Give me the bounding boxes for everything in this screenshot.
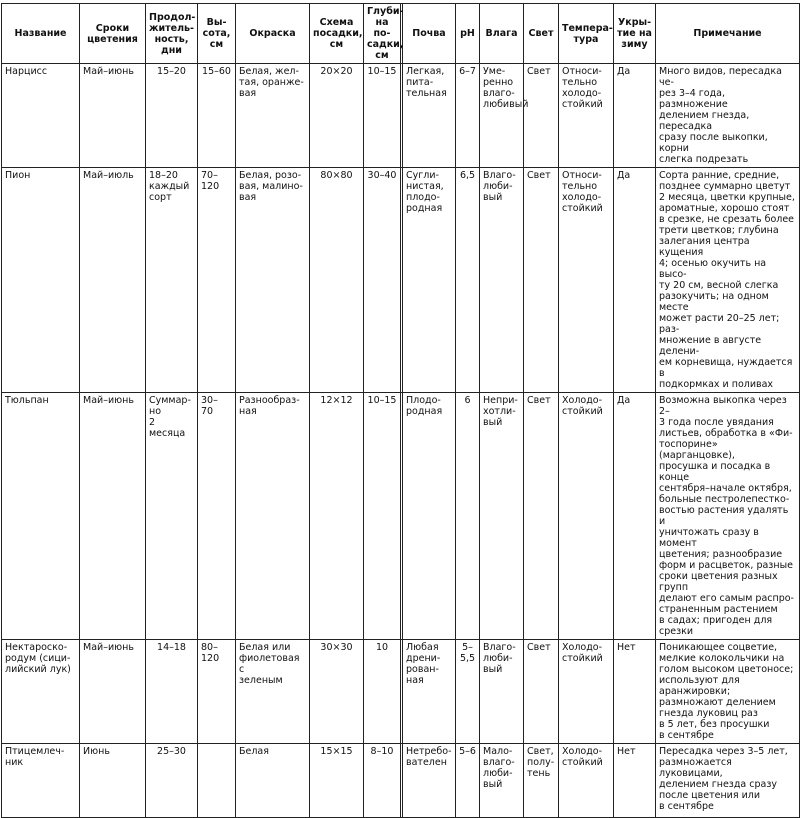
cell-note: Сорта ранние, средние, позднее суммарно цветут 2 месяца, цветки крупные, ароматные, хорошо стоят в срезке, не срезать более трети цветков; глубина залегания центра кущения 4; осенью окучить на высо- ту 20 см, весной слегка разокучить; на одном месте может расти 20–25 лет; раз- множение в августе делени- ем корневища, нуждается в подкормках и поливах <box>656 168 800 393</box>
cell-light: Свет <box>524 64 559 168</box>
header-height: Вы- сота, см <box>198 4 236 64</box>
cell-color: Белая, розо- вая, малино- вая <box>236 168 310 393</box>
cell-depth: 10–15 <box>364 64 401 168</box>
header-moisture: Влага <box>480 4 524 64</box>
cell-cover: Да <box>614 64 656 168</box>
cell-scheme: 80×80 <box>310 168 364 393</box>
header-bloom: Сроки цветения <box>80 4 146 64</box>
cell-light: Свет <box>524 640 559 744</box>
cell-color: Белая или фиолетовая с зеленым <box>236 640 310 744</box>
header-color: Окраска <box>236 4 310 64</box>
header-scheme: Схема посадки, см <box>310 4 364 64</box>
cell-note: Много видов, пересадка че- рез 3–4 года, размножение делением гнезда, пересадка сразу после выкопки, корни слегка подрезать <box>656 64 800 168</box>
cell-name: Птицемлеч- ник <box>2 744 80 818</box>
cell-ph: 5–6 <box>456 744 480 818</box>
cell-duration: 14–18 <box>146 640 198 744</box>
cell-color: Разнообраз- ная <box>236 393 310 640</box>
cell-temp: Холодо- стойкий <box>559 744 614 818</box>
cell-temp: Холодо- стойкий <box>559 640 614 744</box>
cell-light: Свет <box>524 393 559 640</box>
cell-ph: 6 <box>456 393 480 640</box>
cell-temp: Относи- тельно холодо- стойкий <box>559 168 614 393</box>
header-light: Свет <box>524 4 559 64</box>
cell-height: 70– 120 <box>198 168 236 393</box>
cell-ph: 5– 5,5 <box>456 640 480 744</box>
cell-scheme: 15×15 <box>310 744 364 818</box>
cell-duration: 18–20 каждый сорт <box>146 168 198 393</box>
cell-name: Нарцисс <box>2 64 80 168</box>
cell-cover: Да <box>614 393 656 640</box>
header-ph: pH <box>456 4 480 64</box>
cell-ph: 6–7 <box>456 64 480 168</box>
cell-depth: 8–10 <box>364 744 401 818</box>
header-depth: Глуби- на по- садки, см <box>364 4 401 64</box>
cell-moisture: Влаго- люби- вый <box>480 168 524 393</box>
header-cover: Укры- тие на зиму <box>614 4 656 64</box>
cell-note: Возможна выкопка через 2– 3 года после увядания листьев, обработка в «Фи- тоспорине» (марганцовке), просушка и посадка в конце сентября–начале октября, больные пестролепестко- востью растения удалять и уничтожать сразу в момент цветения; разнообразие форм и расцветок, разные сроки цветения разных групп делают его самым распро- страненным растением в садах; пригоден для срезки <box>656 393 800 640</box>
cell-note: Поникающее соцветие, мелкие колокольчики на голом высоком цветоносе; используют для аранжировки; размножают делением гнезда луковиц раз в 5 лет, без просушки в сентябре <box>656 640 800 744</box>
cell-moisture: Уме- ренно влаго- любивый <box>480 64 524 168</box>
cell-scheme: 20×20 <box>310 64 364 168</box>
table-row <box>2 393 800 640</box>
cell-bloom: Май–июль <box>80 168 146 393</box>
header-duration: Продол- житель- ность, дни <box>146 4 198 64</box>
cell-bloom: Июнь <box>80 744 146 818</box>
cell-name: Нектароско- родум (сици- лийский лук) <box>2 640 80 744</box>
cell-cover: Нет <box>614 640 656 744</box>
cell-moisture: Влаго- люби- вый <box>480 640 524 744</box>
cell-soil: Сугли- нистая, плодо- родная <box>403 168 456 393</box>
cell-soil: Любая дрени- рован- ная <box>403 640 456 744</box>
cell-soil: Нетребо- вателен <box>403 744 456 818</box>
cell-duration: Суммар- но 2 месяца <box>146 393 198 640</box>
header-note: Примечание <box>656 4 800 64</box>
cell-moisture: Мало- влаго- люби- вый <box>480 744 524 818</box>
cell-color: Белая, жел- тая, оранже- вая <box>236 64 310 168</box>
cell-cover: Нет <box>614 744 656 818</box>
table-row <box>2 168 800 393</box>
cell-name: Пион <box>2 168 80 393</box>
cell-scheme: 30×30 <box>310 640 364 744</box>
cell-depth: 30–40 <box>364 168 401 393</box>
cell-duration: 25–30 <box>146 744 198 818</box>
cell-scheme: 12×12 <box>310 393 364 640</box>
cell-height <box>198 744 236 818</box>
cell-bloom: Май–июнь <box>80 640 146 744</box>
cell-depth: 10–15 <box>364 393 401 640</box>
cell-soil: Плодо- родная <box>403 393 456 640</box>
cell-name: Тюльпан <box>2 393 80 640</box>
cell-bloom: Май–июнь <box>80 64 146 168</box>
table-row <box>2 640 800 744</box>
cell-moisture: Непри- хотли- вый <box>480 393 524 640</box>
cell-note: Пересадка через 3–5 лет, размножается луковицами, делением гнезда сразу после цветения или в сентябре <box>656 744 800 818</box>
cell-temp: Относи- тельно холодо- стойкий <box>559 64 614 168</box>
cell-height: 30– 70 <box>198 393 236 640</box>
cell-light: Свет, полу- тень <box>524 744 559 818</box>
cell-bloom: Май–июнь <box>80 393 146 640</box>
cell-color: Белая <box>236 744 310 818</box>
cell-light: Свет <box>524 168 559 393</box>
header-temp: Темпера- тура <box>559 4 614 64</box>
cell-cover: Да <box>614 168 656 393</box>
table-header-row <box>2 4 800 64</box>
cell-depth: 10 <box>364 640 401 744</box>
cell-soil: Легкая, пита- тельная <box>403 64 456 168</box>
cell-height: 15–60 <box>198 64 236 168</box>
table-row <box>2 64 800 168</box>
cell-temp: Холодо- стойкий <box>559 393 614 640</box>
header-name: Название <box>2 4 80 64</box>
cell-duration: 15–20 <box>146 64 198 168</box>
plant-table <box>1 3 800 818</box>
cell-ph: 6,5 <box>456 168 480 393</box>
table-row <box>2 744 800 818</box>
cell-height: 80– 120 <box>198 640 236 744</box>
header-soil: Почва <box>403 4 456 64</box>
